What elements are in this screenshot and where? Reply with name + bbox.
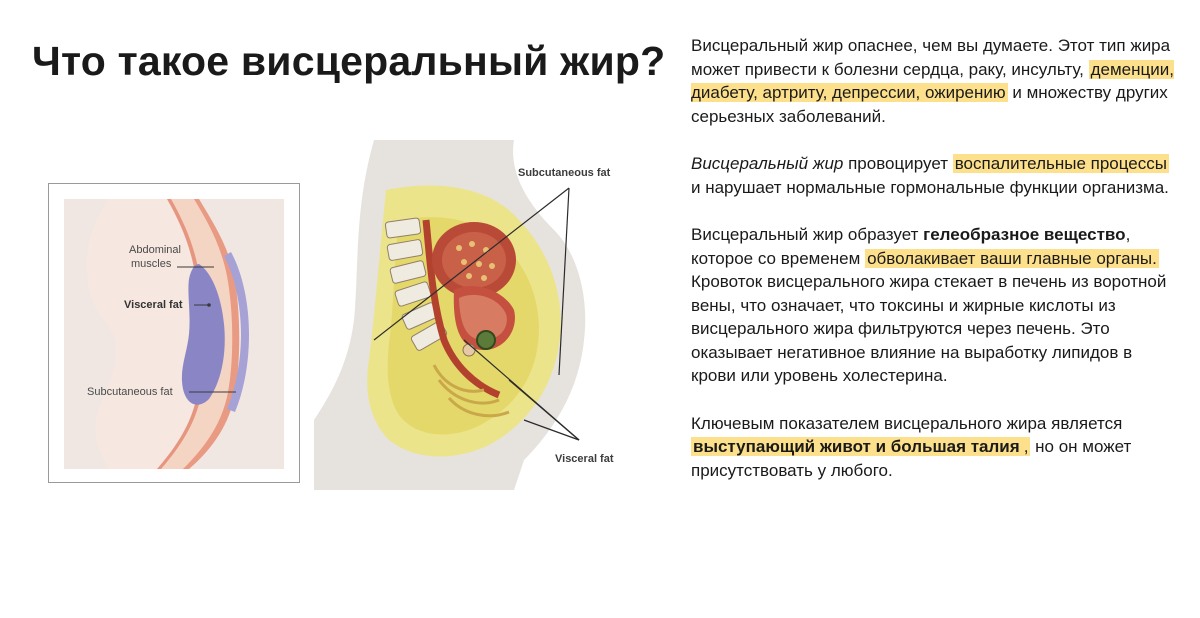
anatomy-illustration-svg xyxy=(314,140,630,490)
p4-highlight-comma: , xyxy=(1023,437,1029,456)
page-title: Что такое висцеральный жир? xyxy=(32,38,666,84)
label-abdominal-line2: muscles xyxy=(131,258,172,270)
p2-italic-term: Висцеральный жир xyxy=(691,154,844,173)
p4-text-a: Ключевым показателем висцерального жира является xyxy=(691,413,1123,433)
p1-text-a: Висцеральный жир опаснее, чем вы думаете. Этот тип жира может привести к болезни сердца, раку, инсульту, xyxy=(691,36,1171,79)
paragraph-2 xyxy=(691,152,1181,199)
label-visceral-fat: Visceral fat xyxy=(124,299,183,311)
p3-text-b: , которое со временем xyxy=(691,225,1131,268)
article-text xyxy=(691,34,1181,506)
label-subcutaneous-fat: Subcutaneous fat xyxy=(87,386,173,398)
label-subcutaneous-fat-right: Subcutaneous fat xyxy=(518,167,611,179)
paragraph-4 xyxy=(691,412,1181,483)
paragraph-1 xyxy=(691,34,1181,128)
anatomy-illustration xyxy=(314,140,630,490)
p1-text-b: и множеству других серьезных заболеваний. xyxy=(691,83,1168,126)
p2-text-b: и нарушает нормальные гормональные функции организма. xyxy=(691,177,1169,197)
abdomen-cross-section-diagram xyxy=(48,183,300,483)
p2-highlight-inflammation: воспалительные процессы xyxy=(954,154,1167,173)
p1-highlight-diseases: деменции, диабету, артриту, депрессии, ожирению xyxy=(691,59,1174,102)
label-visceral-fat-right: Visceral fat xyxy=(555,453,614,465)
p3-text-c: Кровоток висцерального жира стекает в печень из воротной вены, что означает, что токсины и жирные кислоты из висцерального жира фильтруются через печень. Это оказывает негативное влияние на выработку липидов в крови или уровень холестерина. xyxy=(691,272,1167,385)
p4-text-c: но он может присутствовать у любого. xyxy=(691,437,1132,480)
p3-highlight-organs: обволакивает ваши главные органы. xyxy=(867,248,1157,268)
p2-text-a: провоцирует xyxy=(843,154,953,173)
p3-text-a: Висцеральный жир образует xyxy=(691,225,924,244)
p3-bold-term: гелеобразное вещество xyxy=(923,225,1126,244)
abdomen-cross-section-illustration xyxy=(49,184,299,482)
label-abdominal-line1: Abdominal xyxy=(129,244,181,256)
p4-highlight-belly: выступающий живот и большая талия xyxy=(693,437,1020,456)
paragraph-3 xyxy=(691,223,1181,388)
